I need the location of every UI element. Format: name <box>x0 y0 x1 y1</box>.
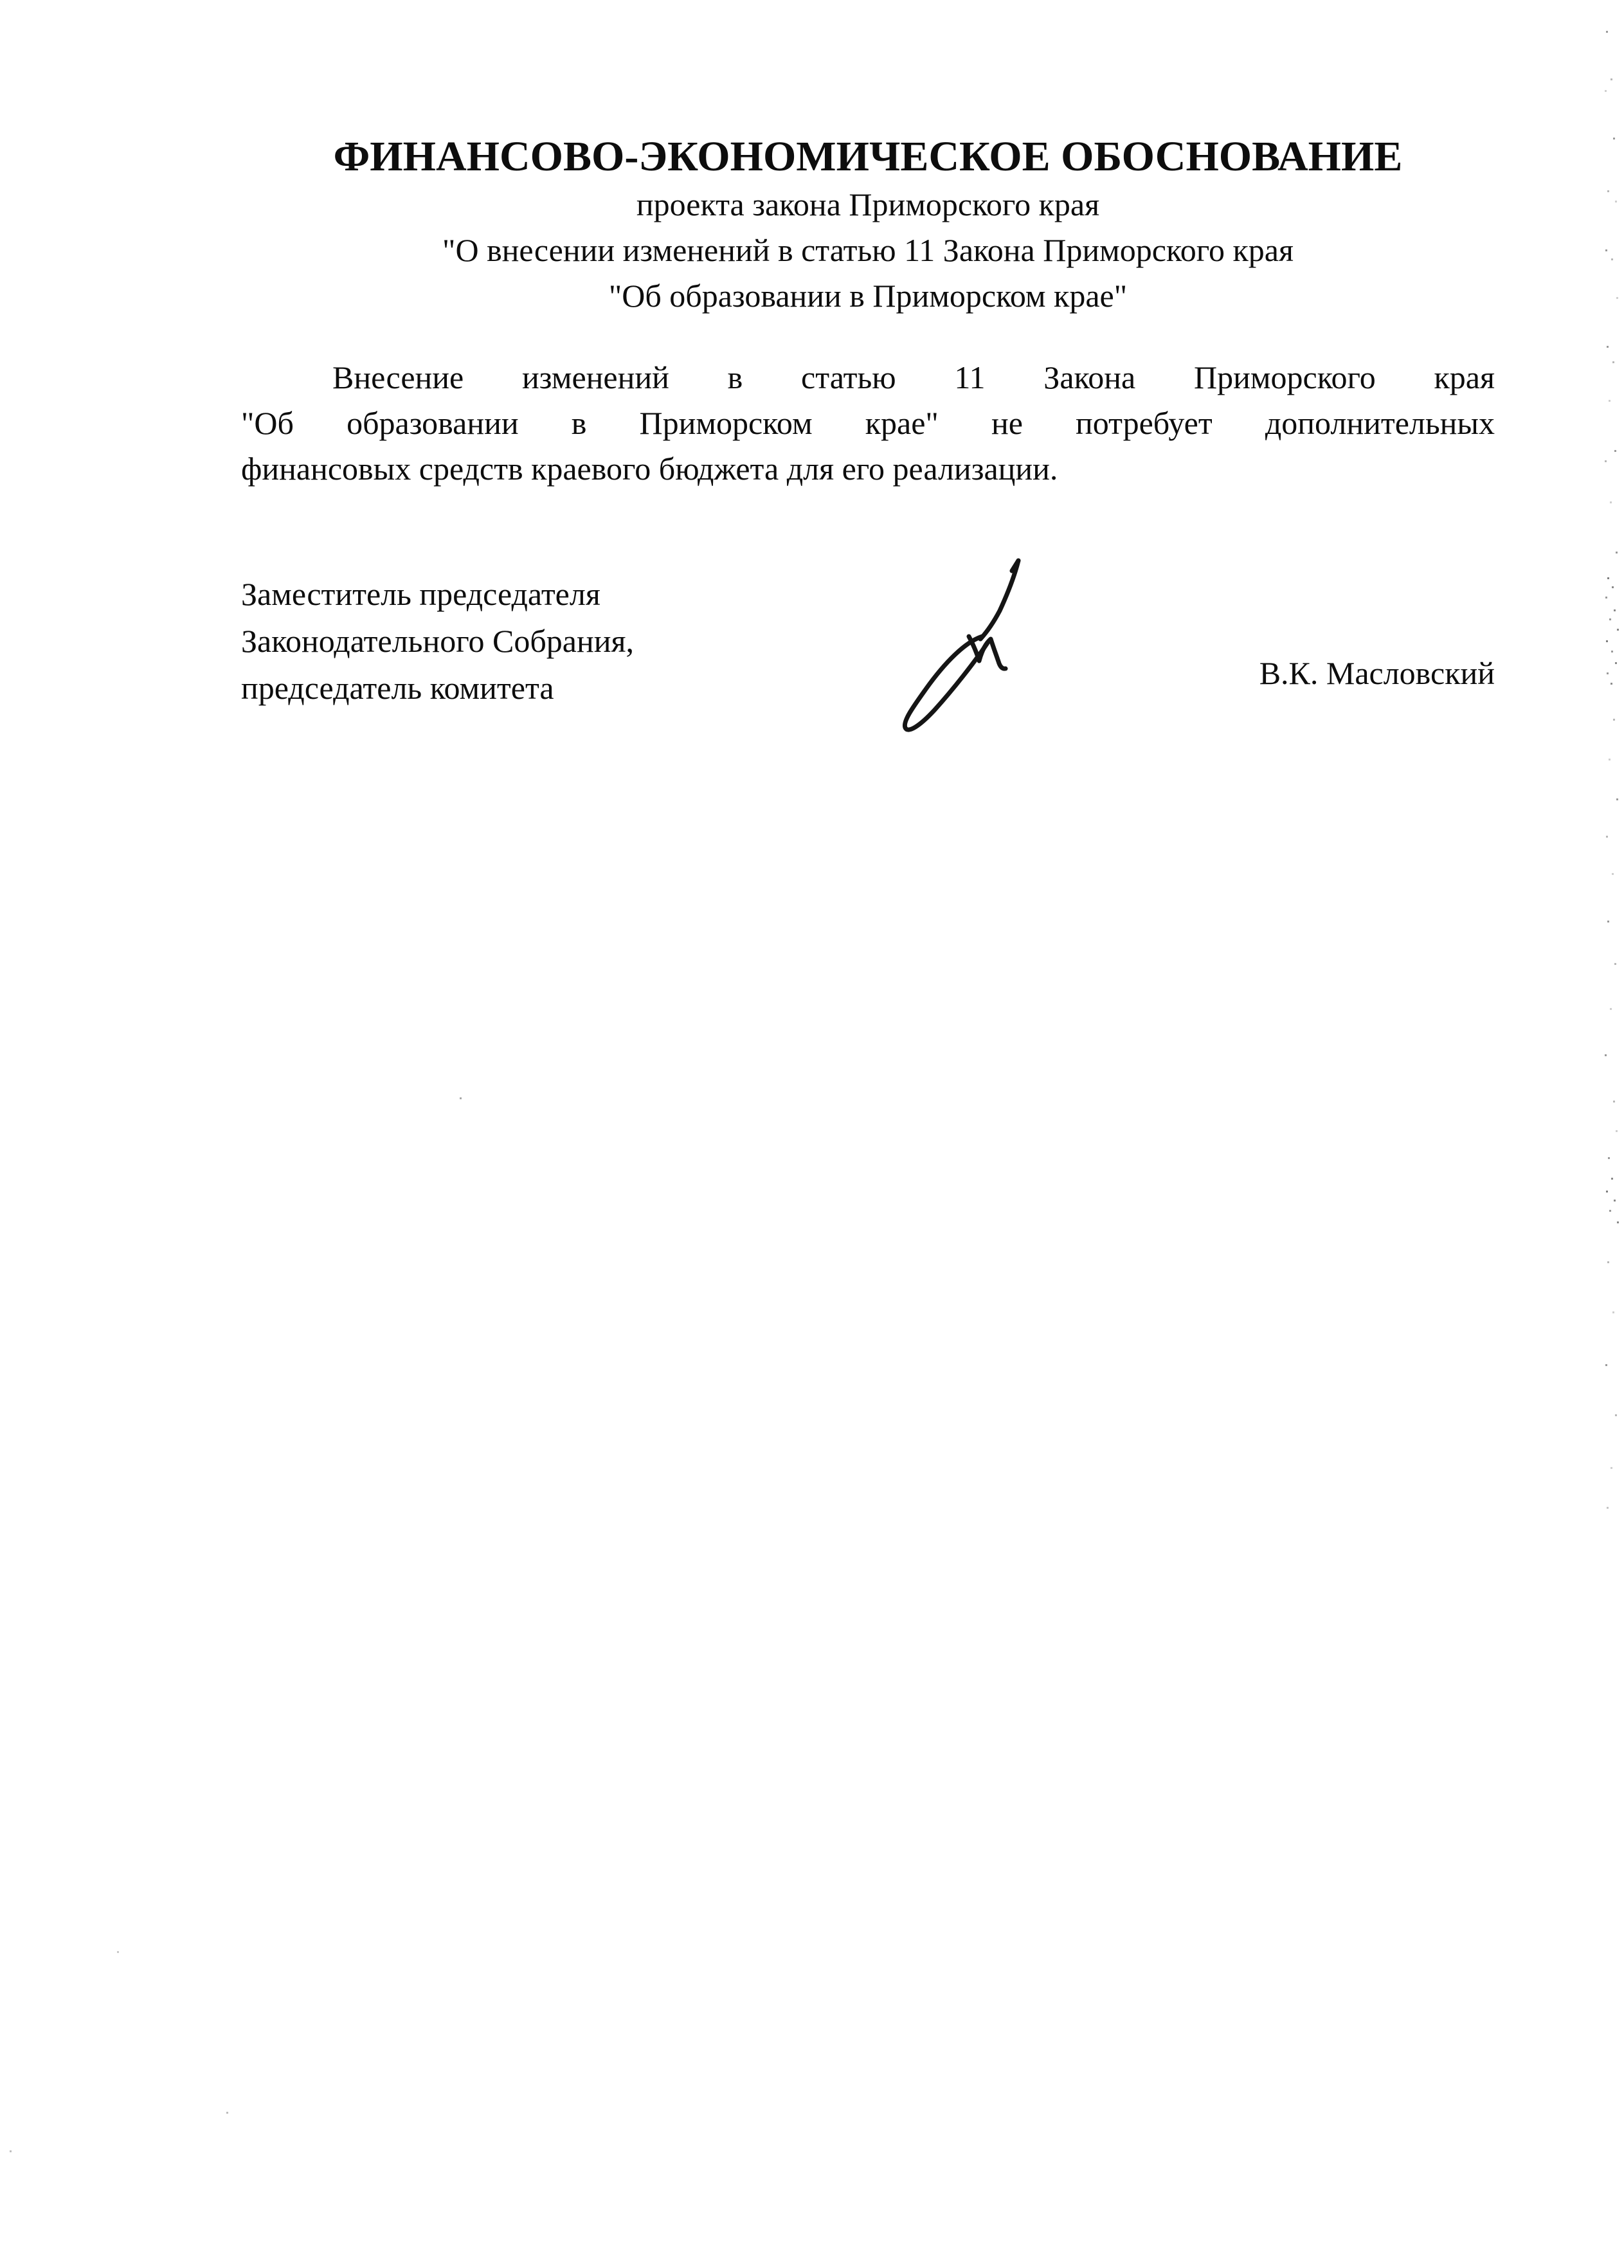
document-title: ФИНАНСОВО-ЭКОНОМИЧЕСКОЕ ОБОСНОВАНИЕ <box>333 133 1403 180</box>
signatory-position-line: Заместитель председателя <box>241 576 600 612</box>
signatory-position-line: председатель комитета <box>241 670 554 706</box>
document-header <box>241 132 1495 319</box>
scan-noise-specks <box>0 0 2 2</box>
document-subtitle-line: "О внесении изменений в статью 11 Закона Приморского края <box>442 232 1294 268</box>
paragraph-line: "Об образовании в Приморском крае" не потребует дополнительных <box>241 405 1495 441</box>
signatory-name: В.К. Масловский <box>1259 655 1495 691</box>
signatory-position-line: Законодательного Собрания, <box>241 623 634 659</box>
paragraph-line: Внесение изменений в статью 11 Закона Приморского края <box>332 359 1495 395</box>
body-paragraph <box>241 355 1495 492</box>
paragraph-line: финансовых средств краевого бюджета для его реализации. <box>241 451 1058 487</box>
document-subtitle-line: "Об образовании в Приморском крае" <box>608 278 1128 314</box>
handwritten-signature <box>886 553 1034 739</box>
signature-stroke <box>980 561 1018 639</box>
document-subtitle-line: проекта закона Приморского края <box>636 186 1100 222</box>
